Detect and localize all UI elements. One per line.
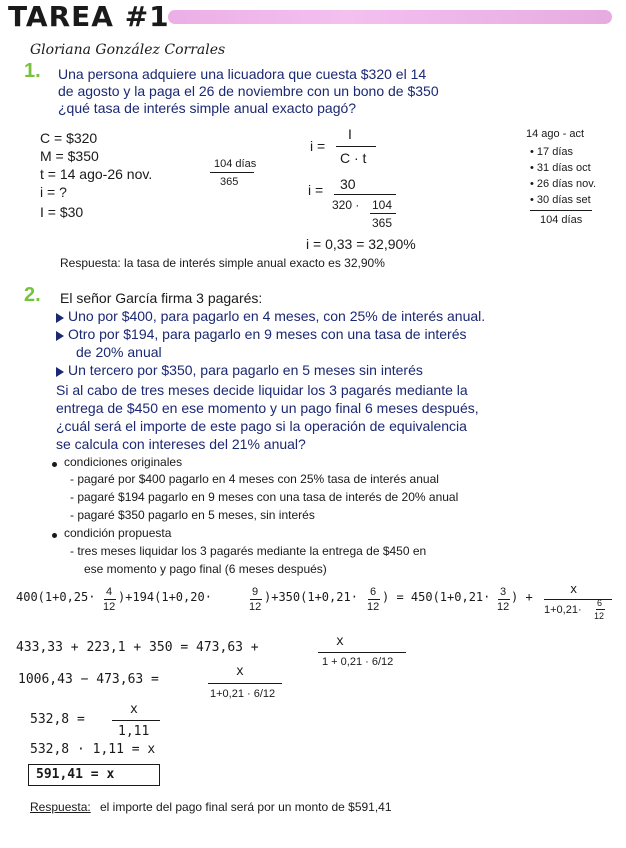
eq1-c-bar [368, 599, 380, 600]
note-2: Otro por $194, para pagarlo en 9 meses con una tasa de interés [68, 326, 467, 342]
problem-2-intro: El señor García firma 3 pagarés: [60, 290, 263, 306]
time-fraction-numerator: 104 días [214, 158, 257, 170]
bullet-icon [56, 331, 64, 341]
eq4-left: 532,8 = [30, 712, 85, 727]
answer-label: Respuesta: [30, 800, 91, 814]
problem-1-number: 1. [24, 60, 41, 82]
eq1-b-bar [250, 599, 262, 600]
question-line-2: entrega de $450 en ese momento y un pago final 6 meses después, [56, 400, 479, 416]
original-item-2: - pagaré $194 pagarlo en 9 meses con una tasa de interés de 20% anual [70, 490, 459, 504]
title-highlight [168, 10, 612, 24]
bullet-dot-icon [52, 533, 57, 538]
bullet-icon [56, 313, 64, 323]
problem-1-line-2: de agosto y la paga el 26 de noviembre con un bono de $350 [58, 83, 439, 99]
eq1-a-den: 12 [103, 601, 116, 613]
given-rate: i = ? [40, 184, 67, 200]
note-1: Uno por $400, para pagarlo en 4 meses, con 25% de interés anual. [68, 308, 486, 324]
eq1-b-den: 12 [249, 601, 262, 613]
eq3-left: 1006,43 − 473,63 = [18, 672, 159, 687]
eq1-x-num: x [570, 582, 578, 596]
eq1-part-c: )+350(1+0,21· [264, 590, 358, 604]
formula-bar [336, 146, 376, 147]
substitution-inner-numerator: 104 [372, 198, 393, 212]
eq1-x-den-bar [596, 609, 605, 610]
eq1-d-bar [498, 599, 510, 600]
question-line-3: ¿cuál será el importe de este pago si la operación de equivalencia [56, 418, 467, 434]
days-line-2: • 17 días [530, 146, 573, 158]
eq2-numerator: x [336, 634, 344, 649]
eq3-denominator: 1+0,21 · 6/12 [210, 688, 276, 700]
problem-1-answer: Respuesta: la tasa de interés simple anual exacto es 32,90% [60, 256, 385, 270]
days-line-1: 14 ago - act [526, 128, 585, 140]
days-sum-bar [530, 210, 592, 211]
time-fraction-bar [210, 172, 254, 173]
problem-1-line-3: ¿qué tasa de interés simple anual exacto pagó? [58, 100, 357, 116]
question-line-4: se calcula con intereses del 21% anual? [56, 436, 306, 452]
formula-numerator: I [348, 126, 352, 142]
boxed-result: 591,41 = x [36, 767, 115, 782]
note-3: Un tercero por $350, para pagarlo en 5 meses sin interés [68, 362, 423, 378]
eq5: 532,8 · 1,11 = x [30, 742, 156, 757]
eq1-a-num: 4 [106, 586, 113, 598]
proposed-header: condición propuesta [64, 526, 172, 540]
eq1-part-d: ) = 450(1+0,21· [382, 590, 491, 604]
original-item-3: - pagaré $350 pagarlo en 5 meses, sin interés [70, 508, 315, 522]
eq1-c-num: 6 [370, 586, 377, 598]
given-amount: M = $350 [40, 148, 99, 164]
eq4-numerator: x [130, 702, 138, 717]
eq2-left: 433,33 + 223,1 + 350 = 473,63 + [16, 640, 259, 655]
eq1-part-a: 400(1+0,25· [16, 590, 96, 604]
substitution-inner-denominator: 365 [372, 216, 393, 230]
eq1-x-den-den: 12 [594, 611, 605, 621]
substitution-numerator: 30 [340, 176, 356, 192]
eq1-b-num: 9 [252, 586, 259, 598]
eq1-x-den-num: 6 [597, 598, 603, 608]
given-capital: C = $320 [40, 130, 98, 146]
formula-lhs: i = [310, 138, 326, 154]
eq4-bar [112, 720, 160, 721]
eq1-part-b: )+194(1+0,20· [118, 590, 212, 604]
problem-1-result: i = 0,33 = 32,90% [306, 236, 416, 252]
eq2-bar [318, 652, 406, 653]
substitution-inner-bar [370, 213, 396, 214]
eq3-numerator: x [236, 664, 244, 679]
substitution-bar [334, 194, 396, 195]
given-time: t = 14 ago-26 nov. [40, 166, 153, 182]
eq1-d-num: 3 [500, 586, 507, 598]
note-2-cont: de 20% anual [76, 344, 162, 360]
substitution-denominator-left: 320 · [332, 198, 360, 212]
bullet-icon [56, 367, 64, 377]
eq4-denominator: 1,11 [118, 724, 150, 739]
eq1-a-bar [104, 599, 116, 600]
days-total: 104 días [540, 214, 583, 226]
formula-denominator: C · t [340, 150, 367, 166]
eq2-denominator: 1 + 0,21 · 6/12 [322, 656, 394, 668]
author-name: Gloriana González Corrales [30, 42, 226, 58]
eq1-part-e: ) + [511, 590, 533, 604]
eq3-bar [208, 683, 282, 684]
problem-2-number: 2. [24, 284, 41, 306]
eq1-c-den: 12 [367, 601, 380, 613]
days-line-3: • 31 días oct [530, 162, 591, 174]
eq1-x-den: 1+0,21· [544, 604, 582, 616]
original-item-1: - pagaré por $400 pagarlo en 4 meses con 25% tasa de interés anual [70, 472, 439, 486]
proposed-item-2: ese momento y pago final (6 meses después) [84, 562, 327, 576]
days-line-5: • 30 días set [530, 194, 591, 206]
time-fraction-denominator: 365 [220, 176, 239, 188]
eq1-d-den: 12 [497, 601, 510, 613]
problem-2-answer: el importe del pago final será por un monto de $591,41 [100, 800, 392, 814]
substitution-lhs: i = [308, 182, 324, 198]
days-line-4: • 26 días nov. [530, 178, 597, 190]
problem-1-line-1: Una persona adquiere una licuadora que cuesta $320 el 14 [58, 66, 427, 82]
bullet-dot-icon [52, 462, 57, 467]
original-header: condiciones originales [64, 455, 183, 469]
question-line-1: Si al cabo de tres meses decide liquidar los 3 pagarés mediante la [56, 382, 468, 398]
proposed-item-1: - tres meses liquidar los 3 pagarés mediante la entrega de $450 en [70, 544, 427, 558]
page-title: TAREA #1 [8, 0, 170, 33]
given-interest: I = $30 [40, 204, 84, 220]
